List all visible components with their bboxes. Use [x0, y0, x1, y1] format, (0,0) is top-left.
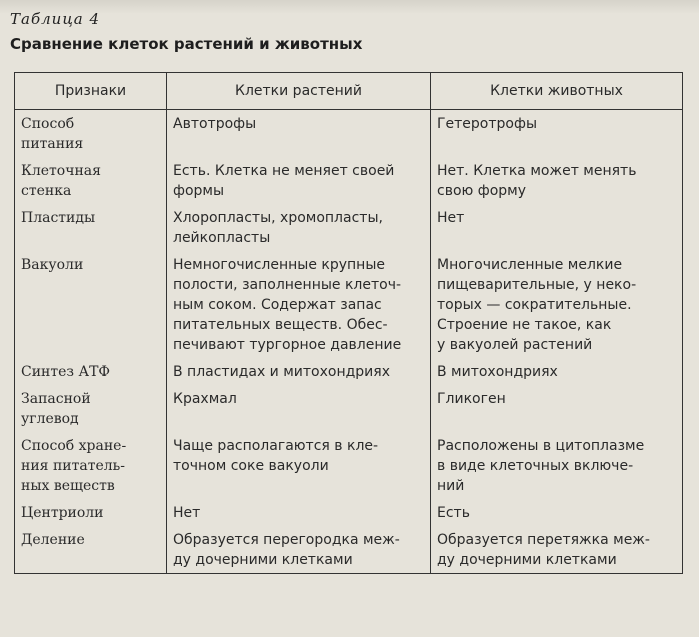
animal-cell: Гликоген — [431, 385, 683, 432]
table-title: Сравнение клеток растений и животных — [10, 35, 363, 53]
feature-cell: Вакуоли — [15, 251, 167, 358]
plant-cell: Чаще располагаются в кле- точном соке вакуоли — [167, 432, 431, 499]
header-animal-cells: Клетки животных — [431, 73, 683, 110]
feature-cell: Способ хране- ния питатель- ных веществ — [15, 432, 167, 499]
animal-cell: Нет. Клетка может менять свою форму — [431, 157, 683, 204]
plant-cell: В пластидах и митохондриях — [167, 358, 431, 385]
plant-cell: Крахмал — [167, 385, 431, 432]
table-body — [15, 110, 683, 574]
animal-cell: В митохондриях — [431, 358, 683, 385]
plant-cell: Есть. Клетка не меняет своей формы — [167, 157, 431, 204]
table-row — [15, 358, 683, 385]
page-top-edge — [0, 0, 699, 14]
feature-cell: Центриоли — [15, 499, 167, 526]
table-row — [15, 157, 683, 204]
comparison-table — [14, 72, 683, 574]
table-row — [15, 110, 683, 158]
header-plant-cells: Клетки растений — [167, 73, 431, 110]
plant-cell: Нет — [167, 499, 431, 526]
table-row — [15, 204, 683, 251]
plant-cell: Немногочисленные крупные полости, заполненные клеточ- ным соком. Содержат запас питательных веществ. Обес- печивают тургорное давление — [167, 251, 431, 358]
animal-cell: Есть — [431, 499, 683, 526]
animal-cell: Расположены в цитоплазме в виде клеточных включе- ний — [431, 432, 683, 499]
header-row — [15, 73, 683, 110]
table-header — [15, 73, 683, 110]
animal-cell: Нет — [431, 204, 683, 251]
animal-cell: Гетеротрофы — [431, 110, 683, 158]
table-row — [15, 385, 683, 432]
feature-cell: Клеточная стенка — [15, 157, 167, 204]
table-row — [15, 432, 683, 499]
plant-cell: Автотрофы — [167, 110, 431, 158]
plant-cell: Образуется перегородка меж- ду дочерними клетками — [167, 526, 431, 574]
animal-cell: Образуется перетяжка меж- ду дочерними клетками — [431, 526, 683, 574]
table-row — [15, 499, 683, 526]
feature-cell: Запасной углевод — [15, 385, 167, 432]
feature-cell: Деление — [15, 526, 167, 574]
feature-cell: Способ питания — [15, 110, 167, 158]
feature-cell: Пластиды — [15, 204, 167, 251]
table-caption: Таблица 4 — [10, 10, 101, 28]
animal-cell: Многочисленные мелкие пищеварительные, у неко- торых — сократительные. Строение не такое, как у вакуолей растений — [431, 251, 683, 358]
header-features: Признаки — [15, 73, 167, 110]
feature-cell: Синтез АТФ — [15, 358, 167, 385]
table-row — [15, 526, 683, 574]
plant-cell: Хлоропласты, хромопласты, лейкопласты — [167, 204, 431, 251]
table-row — [15, 251, 683, 358]
